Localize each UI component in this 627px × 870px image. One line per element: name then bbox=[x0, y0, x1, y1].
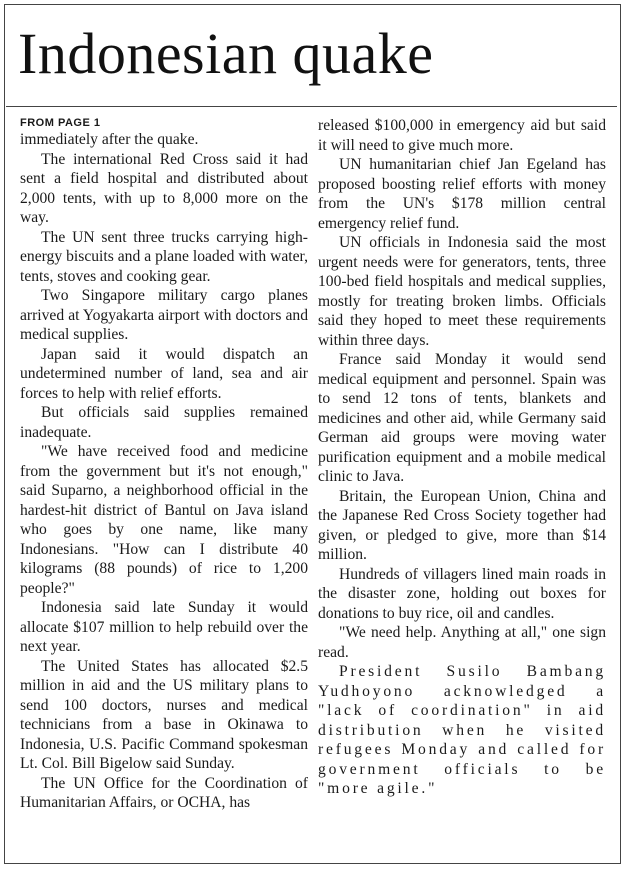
paragraph: Hundreds of villagers lined main roads in the disaster zone, holding out boxes for donations to buy rice, oil and candles. bbox=[318, 565, 606, 622]
paragraph: President Susilo Bambang Yudhoyono acknowledged a "lack of coordination" in aid distribution when he visited refugees Monday and called for government officials to be "more agile." bbox=[318, 663, 606, 797]
paragraph: Indonesia said late Sunday it would allocate $107 million to help rebuild over the next year. bbox=[20, 599, 308, 655]
paragraph: UN humanitarian chief Jan Egeland has proposed boosting relief efforts with money from the UN's $178 million central emergency relief fund. bbox=[318, 156, 606, 232]
paragraph: Two Singapore military cargo planes arrived at Yogyakarta airport with doctors and medical supplies. bbox=[20, 287, 308, 343]
paragraph: The United States has allocated $2.5 million in aid and the US military plans to send 100 doctors, nurses and medical technicians from a base in Okinawa to Indonesia, U.S. Pacific Command spokesman Lt. Col. Bill Bigelow said Sunday. bbox=[20, 657, 308, 772]
paragraph: released $100,000 in emergency aid but said it will need to give much more. bbox=[318, 117, 606, 154]
article-column-right bbox=[318, 116, 606, 799]
continuation-kicker: FROM PAGE 1 bbox=[20, 117, 101, 129]
headline-rule bbox=[6, 106, 617, 107]
headline: Indonesian quake bbox=[18, 21, 434, 86]
paragraph: France said Monday it would send medical equipment and personnel. Spain was to send 12 tons of tents, blankets and medicines and other aid, while Germany said German aid groups were moving water purification equipment and a mobile medical clinic to Java. bbox=[318, 351, 606, 485]
paragraph: But officials said supplies remained inadequate. bbox=[20, 404, 308, 441]
paragraph: The international Red Cross said it had sent a field hospital and distributed about 2,000 tents, with up to 8,000 more on the way. bbox=[20, 150, 308, 226]
paragraph: "We have received food and medicine from the government but it's not enough," said Suparno, a neighborhood official in the hardest-hit district of Bantul on Java island who goes by one name, like many Indonesians. "How can I distribute 40 kilograms (88 pounds) of rice to 1,200 people?" bbox=[20, 443, 308, 597]
paragraph: immediately after the quake. bbox=[20, 131, 199, 148]
paragraph: Japan said it would dispatch an undetermined number of land, sea and air forces to help with relief efforts. bbox=[20, 345, 308, 402]
paragraph: The UN Office for the Coordination of Humanitarian Affairs, or OCHA, has bbox=[20, 774, 308, 811]
paragraph: UN officials in Indonesia said the most urgent needs were for generators, tents, three 100-bed field hospitals and medical supplies, mostly for treating broken limbs. Officials said they hoped to meet these requirements within three days. bbox=[318, 234, 606, 349]
paragraph: Britain, the European Union, China and the Japanese Red Cross Society together had given, or pledged to give, more than $14 million. bbox=[318, 487, 606, 563]
article-column-left bbox=[20, 116, 308, 813]
paragraph: The UN sent three trucks carrying high-energy biscuits and a plane loaded with water, tents, stoves and cooking gear. bbox=[20, 228, 308, 285]
paragraph: "We need help. Anything at all," one sign read. bbox=[318, 624, 606, 661]
